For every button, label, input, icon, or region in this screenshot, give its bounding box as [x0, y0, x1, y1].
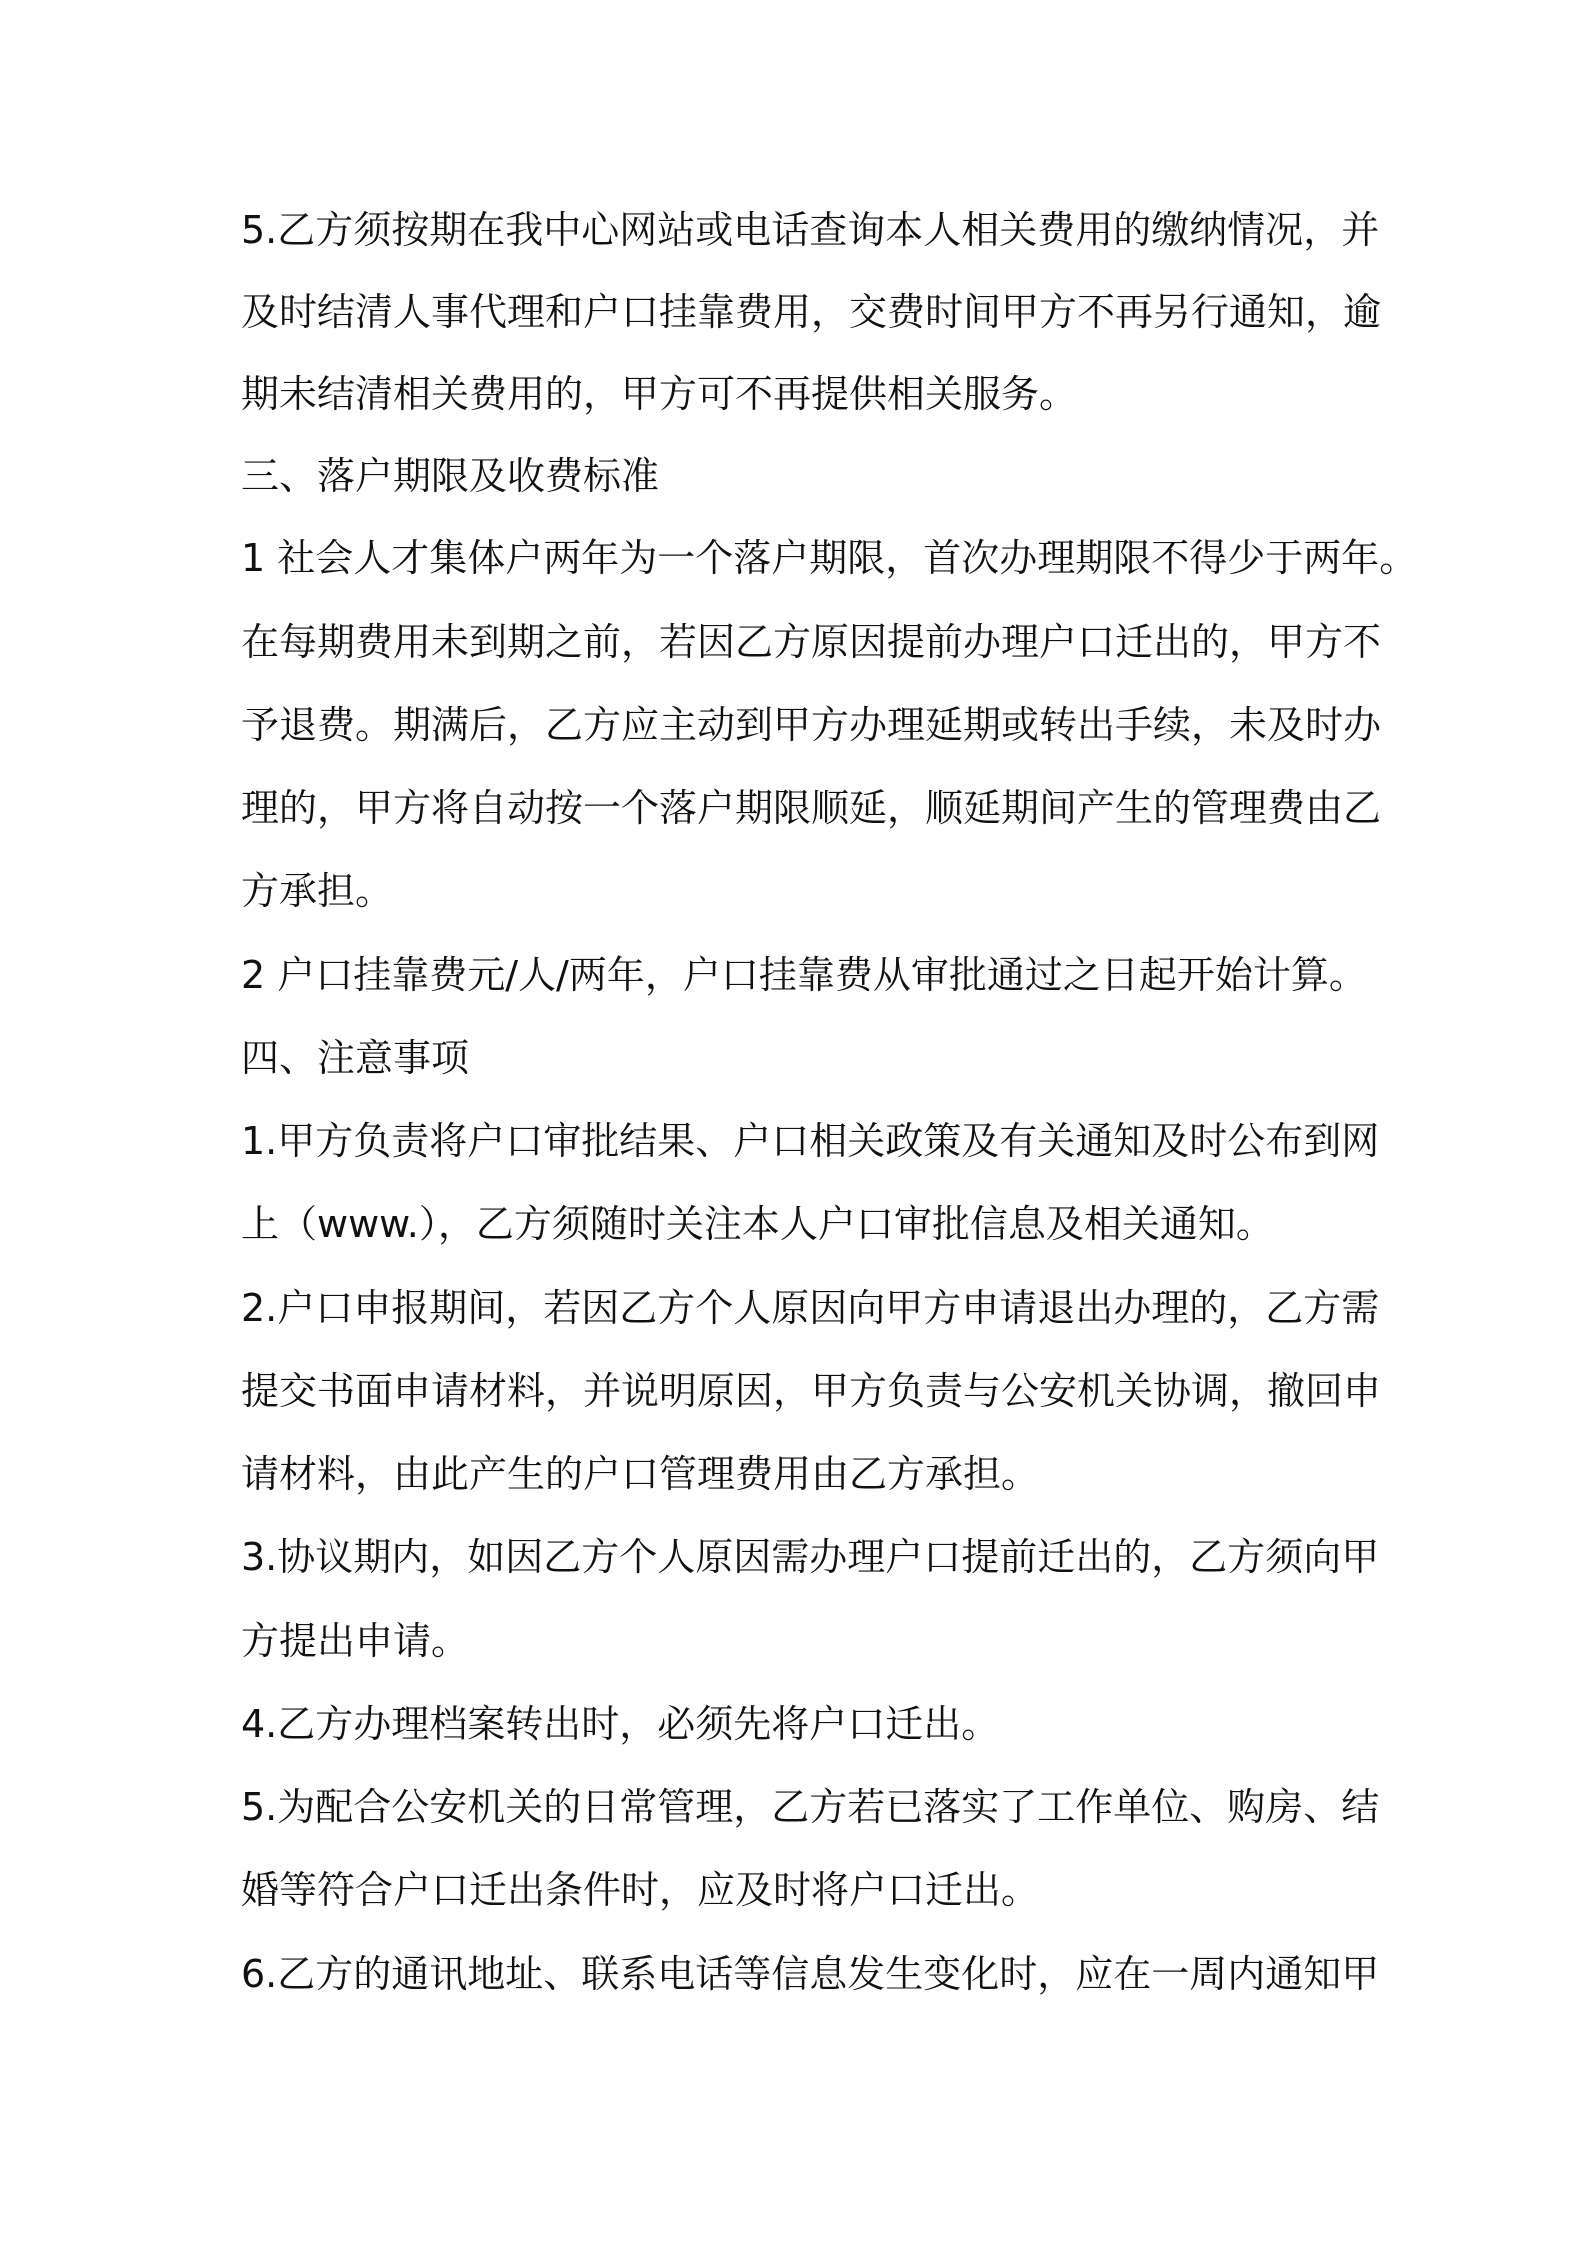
text-line: 予退费。期满后，乙方应主动到甲方办理延期或转出手续，未及时办: [241, 703, 1382, 747]
text-line: 5.乙方须按期在我中心网站或电话查询本人相关费用的缴纳情况，并: [241, 208, 1380, 252]
text-line: 1.甲方负责将户口审批结果、户口相关政策及有关通知及时公布到网: [241, 1119, 1380, 1163]
text-line: 4.乙方办理档案转出时，必须先将户口迁出。: [241, 1702, 1000, 1746]
text-line: 请材料，由此产生的户口管理费用由乙方承担。: [241, 1452, 1040, 1496]
text-line: 5.为配合公安机关的日常管理，乙方若已落实了工作单位、购房、结: [241, 1785, 1380, 1829]
text-line: 及时结清人事代理和户口挂靠费用，交费时间甲方不再另行通知，逾: [241, 290, 1382, 334]
text-line: 2 户口挂靠费元/人/两年，户口挂靠费从审批通过之日起开始计算。: [241, 953, 1367, 997]
text-line: 6.乙方的通讯地址、联系电话等信息发生变化时，应在一周内通知甲: [241, 1952, 1380, 1996]
text-line: 2.户口申报期间，若因乙方个人原因向甲方申请退出办理的，乙方需: [241, 1286, 1380, 1330]
text-line: 3.协议期内，如因乙方个人原因需办理户口提前迁出的，乙方须向甲: [241, 1535, 1380, 1579]
text-line: 理的，甲方将自动按一个落户期限顺延，顺延期间产生的管理费由乙: [241, 786, 1382, 830]
text-line: 婚等符合户口迁出条件时，应及时将户口迁出。: [241, 1868, 1040, 1912]
text-line: 方承担。: [241, 869, 394, 913]
text-line: 提交书面申请材料，并说明原因，甲方负责与公安机关协调，撤回申: [241, 1369, 1382, 1413]
text-line: 上（www.），乙方须随时关注本人户口审批信息及相关通知。: [241, 1202, 1274, 1246]
section-heading: 四、注意事项: [241, 1036, 470, 1080]
text-line: 在每期费用未到期之前，若因乙方原因提前办理户口迁出的，甲方不: [241, 620, 1382, 664]
text-line: 方提出申请。: [241, 1619, 470, 1663]
section-heading: 三、落户期限及收费标准: [241, 454, 660, 498]
text-line: 期未结清相关费用的，甲方可不再提供相关服务。: [241, 372, 1078, 416]
text-line: 1 社会人才集体户两年为一个落户期限，首次办理期限不得少于两年。: [241, 536, 1418, 580]
